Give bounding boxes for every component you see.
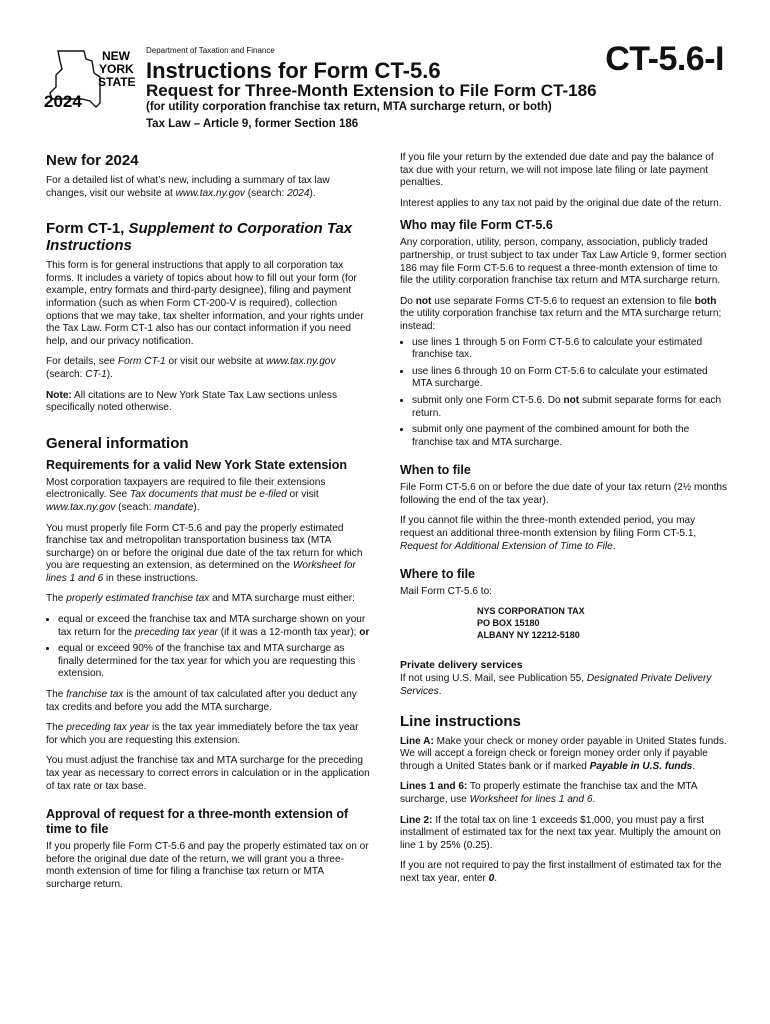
when-paragraph-2: If you cannot file within the three-month extended period, you may request an additional three-month extension by filing Form CT-5.1, Request for Additional Extension of Time to File. (400, 515, 697, 552)
page-subtitle-2: (for utility corporation franchise tax return, MTA surcharge return, or both) (146, 101, 552, 113)
franchise-tax-paragraph: The franchise tax is the amount of tax calculated after you deduct any tax credits and before you add the MTA surcharge. (46, 689, 357, 713)
where-paragraph: Mail Form CT-5.6 to: (400, 586, 492, 598)
interest-paragraph: Interest applies to any tax not paid by the original due date of the return. (400, 197, 722, 209)
list-item: • submit only one payment of the combined amount for both the franchise tax and MTA surcharge. (412, 424, 728, 449)
who-paragraph-2: Do not use separate Forms CT-5.6 to request an extension to file both the utility corporation franchise tax return and the MTA surcharge return; instead: (400, 295, 722, 332)
preceding-year-paragraph: The preceding tax year is the tax year immediately before the tax year for which you are requesting this extension. (46, 722, 359, 746)
who-heading: Who may file Form CT-5.6 (400, 218, 553, 233)
ct1-details: For details, see Form CT-1 or visit our website at www.tax.ny.gov (search: CT-1). (46, 356, 336, 380)
page-title: Instructions for Form CT-5.6 (146, 58, 441, 83)
where-heading: Where to file (400, 567, 476, 582)
list-item: • equal or exceed the franchise tax and MTA surcharge shown on your tax return for the preceding tax year (if it was a 12-month tax year); or (58, 614, 370, 639)
page-subtitle: Request for Three-Month Extension to File Form CT-186 (146, 81, 597, 100)
approval-paragraph: If you properly file Form CT-5.6 and pay the properly estimated tax on or before the original due date of the return, we will grant you a three-month extension of time for filing a franchise tax return or MTA surcharge return. (46, 841, 369, 890)
line-a-paragraph: Line A: Make your check or money order payable in United States funds. We will accept a foreign check or foreign money order only if payable through a United States bank or if marked Payable in U.S. funds. (400, 735, 727, 772)
general-heading: General information (46, 434, 189, 452)
mailing-address: NYS CORPORATION TAX PO BOX 15180 ALBANY NY 12212-5180 (477, 605, 585, 640)
page-subtitle-3: Tax Law – Article 9, former Section 186 (146, 118, 359, 130)
ct1-heading: Form CT-1, Supplement to Corporation Tax Instructions (46, 220, 353, 255)
line-2-paragraph-2: If you are not required to pay the first installment of estimated tax for the next tax year, enter 0. (400, 860, 722, 884)
instead-list (400, 337, 728, 450)
new-paragraph: For a detailed list of what’s new, including a summary of tax law changes, visit our website at www.tax.ny.gov (search: 2024). (46, 175, 330, 199)
requirement-list (46, 614, 370, 681)
department: Department of Taxation and Finance (146, 46, 275, 55)
req-paragraph-3: The properly estimated franchise tax and MTA surcharge must either: (46, 593, 355, 605)
line-2-paragraph: Line 2: If the total tax on line 1 exceeds $1,000, you must pay a first installment of estimated tax for the next tax year. Multiply the amount on line 1 by 25% (0.25). (400, 814, 721, 851)
ct1-paragraph: This form is for general instructions that apply to all corporation tax forms. It includes a variety of topics about how to fill out your form (for example, entry formats and third-party designee), filing and payment information (such as when Form CT-200-V is required), collection options that we may take, tax shelter information, and your rights under the Tax Law. Form CT-1 also has our contact information if you need help, and our privacy notification. (46, 260, 364, 347)
logo-text-york: YORK (99, 62, 134, 76)
who-paragraph-1: Any corporation, utility, person, company, association, publicly traded partnership, or trust subject to tax under Tax Law Article 9, former section 186 may file Form CT-5.6 to request a three-month extension of time to file the utility corporation franchise tax return and MTA surcharge return. (400, 237, 727, 287)
logo-text-state: STATE (98, 75, 136, 89)
lines-1-6-paragraph: Lines 1 and 6: To properly estimate the franchise tax and the MTA surcharge, use Worksheet for lines 1 and 6. (400, 781, 697, 805)
pds-paragraph: If not using U.S. Mail, see Publication 55, Designated Private Delivery Services. (400, 673, 712, 698)
nys-logo (44, 47, 144, 112)
form-number: CT-5.6-I (605, 40, 724, 78)
list-item: • equal or exceed 90% of the franchise tax and MTA surcharge as finally determined for the tax year for which you are requesting this extension. (58, 643, 370, 681)
requirements-heading: Requirements for a valid New York State extension (46, 457, 348, 472)
adjust-paragraph: You must adjust the franchise tax and MTA surcharge for the preceding tax year as necessary to correct errors in calculation or in the application of tax rate or tax base. (46, 755, 370, 792)
new-heading: New for 2024 (46, 152, 139, 169)
year: 2024 (44, 92, 82, 111)
list-item: • submit only one Form CT-5.6. Do not submit separate forms for each return. (412, 395, 728, 420)
when-paragraph-1: File Form CT-5.6 on or before the due date of your tax return (2½ months following the end of the tax year). (400, 482, 728, 506)
list-item: • use lines 6 through 10 on Form CT-5.6 to calculate your estimated MTA surcharge. (412, 366, 728, 391)
list-item: • use lines 1 through 5 on Form CT-5.6 to calculate your estimated franchise tax. (412, 337, 728, 362)
when-heading: When to file (400, 463, 471, 478)
left-column (46, 152, 370, 900)
req-paragraph-2: You must properly file Form CT-5.6 and pay the properly estimated franchise tax and metropolitan transportation business tax (MTA surcharge) on or before the original due date of the tax return for which you are requesting an extension, as determined on the Worksheet for lines 1 and 6 in these instructions. (46, 522, 363, 584)
pds-heading: Private delivery services (400, 658, 523, 671)
logo-text-new: NEW (102, 49, 130, 63)
line-instructions-heading: Line instructions (400, 712, 521, 730)
approval-heading: Approval of request for a three-month extension of time to file (46, 807, 349, 837)
penalty-paragraph: If you file your return by the extended due date and pay the balance of tax due with your return, we will not impose late filing or late payment penalties. (400, 152, 714, 189)
note: Note: All citations are to New York State Tax Law sections unless specifically noted otherwise. (46, 389, 337, 414)
req-paragraph-1: Most corporation taxpayers are required to file their extensions electronically. See Tax documents that must be e-filed or visit www.tax.ny.gov (seach: mandate). (46, 476, 326, 513)
right-column (400, 152, 728, 894)
